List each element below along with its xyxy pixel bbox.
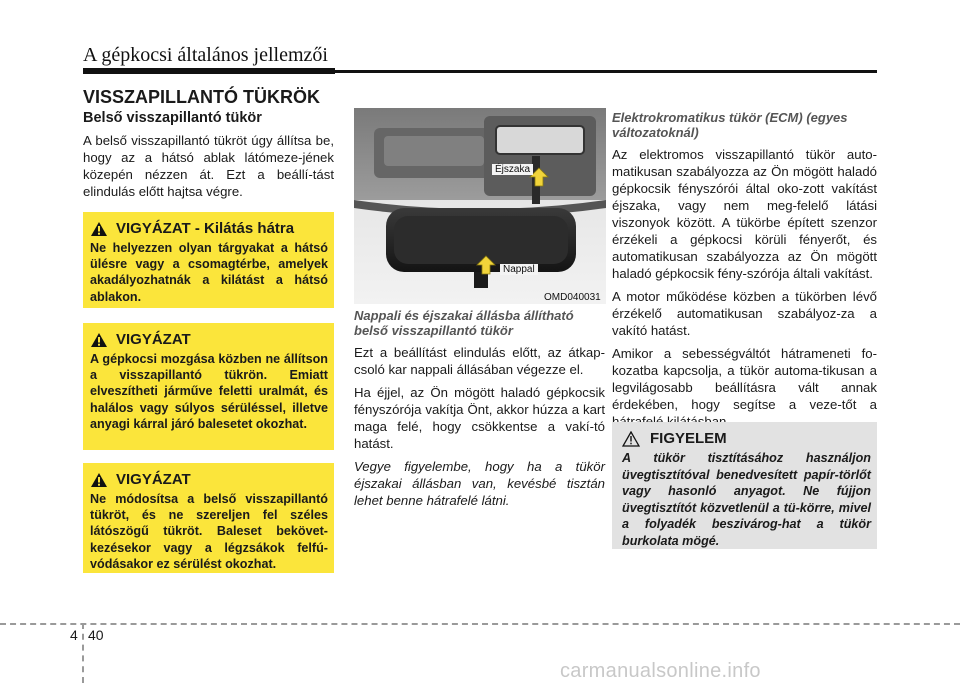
warning-body: Ne módosítsa a belső visszapillantó tükröt, és ne szereljen fel széles látószögű tükröt. Baleset bekövet-kezésekor vagy a légzsákok felfú-vódásakor ez sérülést okozhat.: [90, 492, 328, 571]
header-rule-accent: [83, 68, 335, 74]
day-night-mirror-heading: Nappali és éjszakai állásba állítható belső visszapillantó tükör: [354, 308, 574, 338]
column-middle: [354, 308, 605, 515]
rear-view-mirror-illustration: [354, 108, 606, 304]
footer-dashed-divider: [82, 623, 84, 683]
warning-body: Ne helyezzen olyan tárgyakat a hátsó ülésre vagy a csomagtérbe, amelyek akadályozhatnák a kilátást a hátsó ablakon.: [90, 241, 328, 304]
paragraph-italic: Vegye figyelembe, hogy ha a tükör éjszakai állásban van, kevésbé tisztán lehet benne hátrafelé látni.: [354, 459, 605, 508]
column-right: [612, 110, 877, 436]
paragraph: Ha éjjel, az Ön mögött haladó gépkocsik fényszórója vakítja Önt, akkor húzza a kart maga felé, hogy csökkentse a vakí-tó hatást.: [354, 385, 605, 451]
paragraph: Az elektromos visszapillantó tükör auto-matikusan szabályozza az Ön mögött haladó gépkocsik fényszórói által oko-zott vakítást éjszaka, vagy nem meg-felelő látási viszonyok között. A tükörbe épített szenzor érzékeli a gépkocsi körüli fényerőt, és automatikusan szabályozza az Ön mögött haladó gépkocsik fény-szórója általi vakítást.: [612, 147, 877, 281]
warning-title: VIGYÁZAT - Kilátás hátra: [116, 220, 295, 237]
page-header-title: A gépkocsi általános jellemzői: [83, 44, 328, 66]
figure-code: OMD040031: [544, 292, 601, 303]
ecm-heading: Elektrokromatikus tükör (ECM) (egyes változatoknál): [612, 110, 848, 140]
warning-triangle-icon: [90, 221, 108, 237]
inner-mirror-heading: Belső visszapillantó tükör: [83, 110, 262, 126]
night-position-label: Éjszaka: [492, 164, 533, 175]
watermark: carmanualsonline.info: [560, 660, 761, 682]
notice-title: FIGYELEM: [650, 430, 727, 447]
mirror-photo: [354, 108, 606, 304]
footer-dashed-rule: [0, 623, 960, 625]
day-position-label: Nappal: [500, 264, 538, 275]
warning-title: VIGYÁZAT: [116, 471, 191, 488]
inner-mirror-paragraph: A belső visszapillantó tükröt úgy állítsa be, hogy az a hátsó ablak látómeze-jének közepén nézzen át. Ezt a beállí-tást elindulás előtt hajtsa végre.: [83, 133, 334, 199]
section-title: VISSZAPILLANTÓ TÜKRÖK: [83, 87, 320, 107]
warning-triangle-icon: [90, 332, 108, 348]
page-number: 40: [88, 627, 104, 643]
warning-body: A gépkocsi mozgása közben ne állítson a visszapillantó tükrön. Emiatt elveszítheti járműve feletti uralmát, és halálos vagy súlyos sérüléssel, illetve anyagi kárral járó balesetet okozhat.: [90, 352, 328, 431]
warning-title: VIGYÁZAT: [116, 331, 191, 348]
paragraph: Ezt a beállítást elindulás előtt, az átkap-csoló kar nappali állásában végezze el.: [354, 345, 605, 377]
chapter-number: 4: [70, 627, 78, 643]
warning-box-rear-view: [83, 212, 334, 308]
caution-triangle-icon: [622, 431, 640, 447]
warning-triangle-icon: [90, 472, 108, 488]
notice-box-cleaning: [612, 422, 877, 549]
notice-body: A tükör tisztításához használjon üvegtisztítóval benedvesített papír-törlőt vagy hasonló anyagot. Ne fújjon üvegtisztítót közvetlenül a tü-körre, mivel a folyadék beszivárog-hat a tükör burkolata mögé.: [622, 451, 871, 548]
paragraph: A motor működése közben a tükörben lévő érzékelő automatikusan szabályoz-za a vakító hatást.: [612, 289, 877, 338]
warning-box-modification: [83, 463, 334, 573]
paragraph: Amikor a sebességváltót hátrameneti fo-kozatba kapcsolja, a tükör automa-tikusan a legvilágosabb beállításra vált annak érdekében, hogy segítse a veze-tőt a: [612, 346, 877, 412]
column-left: [83, 110, 334, 206]
warning-box-adjust-while-driving: [83, 323, 334, 450]
